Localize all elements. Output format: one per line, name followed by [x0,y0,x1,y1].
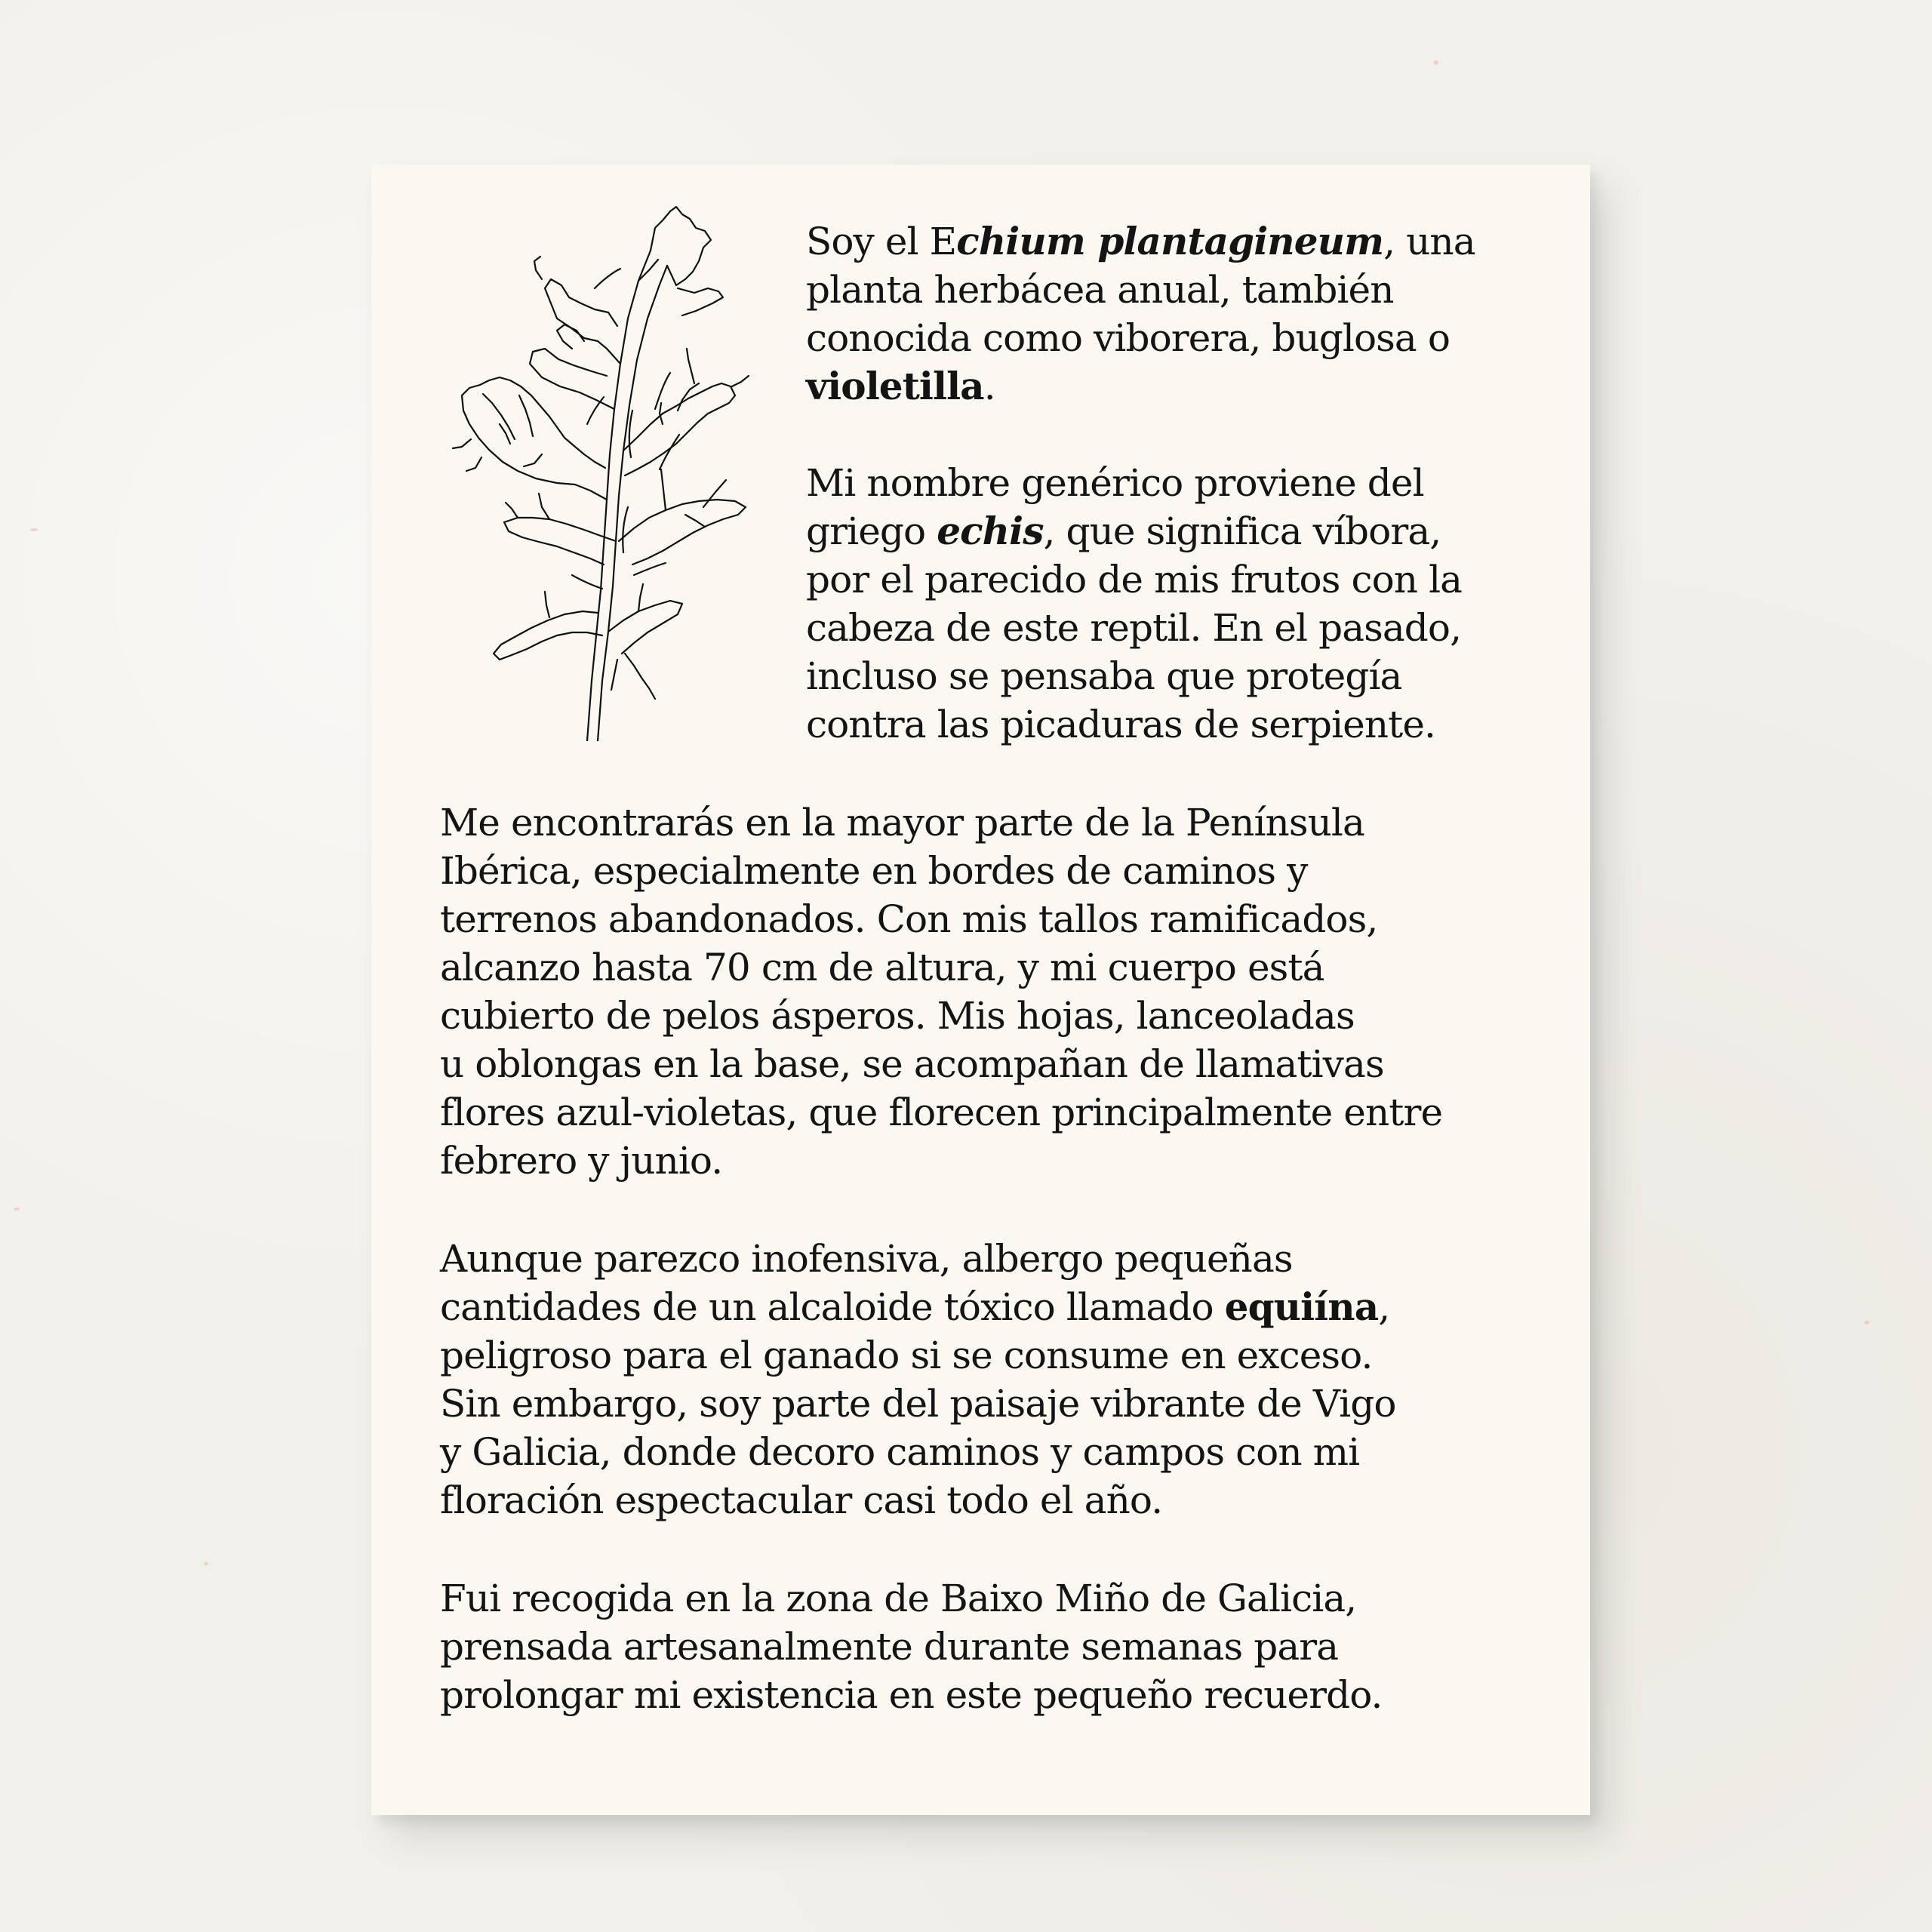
common-name-bold: violetilla [806,364,984,408]
name-line-3: por el parecido de mis frutos con la [806,558,1463,601]
intro-paragraph [806,217,1475,411]
name-line-6: contra las picaduras de serpiente. [806,703,1436,746]
intro-text: . [983,365,995,408]
species-name: chium plantagineum [956,219,1384,263]
paper-speck [204,1562,208,1565]
intro-line-2: planta herbácea anual, también [806,268,1394,312]
toxicity-text: , [1378,1285,1390,1329]
intro-line-1 [806,217,1475,266]
origin-paragraph [440,1574,1383,1719]
toxicity-line-2 [440,1283,1396,1331]
intro-text: , una [1383,220,1475,263]
intro-line-4 [806,362,1475,411]
name-text: griego [806,509,937,553]
habitat-line: flores azul-violetas, que florecen principalmente entre [440,1091,1443,1134]
habitat-line: alcanzo hasta 70 cm de altura, y mi cuerpo está [440,946,1324,989]
greek-word: echis [937,509,1044,553]
name-text: , que significa víbora, [1043,509,1441,553]
paper-speck [14,1208,20,1211]
paper-speck [1434,60,1438,65]
habitat-line: febrero y junio. [440,1139,723,1183]
toxicity-paragraph [440,1235,1396,1524]
toxicity-text: cantidades de un alcaloide tóxico llamado [440,1285,1225,1329]
intro-line-3: conocida como viborera, buglosa o [806,316,1451,360]
habitat-line: Me encontrarás en la mayor parte de la Península [440,801,1364,844]
toxicity-line-3: peligroso para el ganado si se consume en exceso. [440,1334,1373,1377]
habitat-line: cubierto de pelos ásperos. Mis hojas, lanceoladas [440,994,1355,1038]
origin-line: Fui recogida en la zona de Baixo Miño de Galicia, [440,1577,1357,1620]
origin-line: prolongar mi existencia en este pequeño recuerdo. [440,1673,1383,1717]
origin-line: prensada artesanalmente durante semanas para [440,1625,1339,1669]
habitat-line: Ibérica, especialmente en bordes de caminos y [440,849,1308,893]
habitat-line: u oblongas en la base, se acompañan de llamativas [440,1042,1384,1086]
name-line-4: cabeza de este reptil. En el pasado, [806,606,1462,650]
habitat-paragraph [440,798,1442,1185]
habitat-line: terrenos abandonados. Con mis tallos ramificados, [440,897,1378,941]
name-line-1: Mi nombre genérico proviene del [806,461,1424,505]
toxicity-line-6: floración espectacular casi todo el año. [440,1478,1163,1522]
paper-speck [30,528,38,531]
alkaloid-name: equiína [1224,1284,1379,1329]
name-origin-paragraph [806,459,1462,749]
toxicity-line-4: Sin embargo, soy parte del paisaje vibrante de Vigo [440,1382,1396,1426]
toxicity-line-5: y Galicia, donde decoro caminos y campos con mi [440,1430,1360,1474]
name-line-5: incluso se pensaba que protegía [806,654,1402,698]
name-line-2 [806,507,1462,555]
paper-speck [1864,1321,1869,1324]
intro-text: Soy el E [806,220,957,263]
echium-plant-icon [436,198,761,741]
toxicity-line-1: Aunque parezco inofensiva, albergo pequeñas [440,1237,1293,1281]
